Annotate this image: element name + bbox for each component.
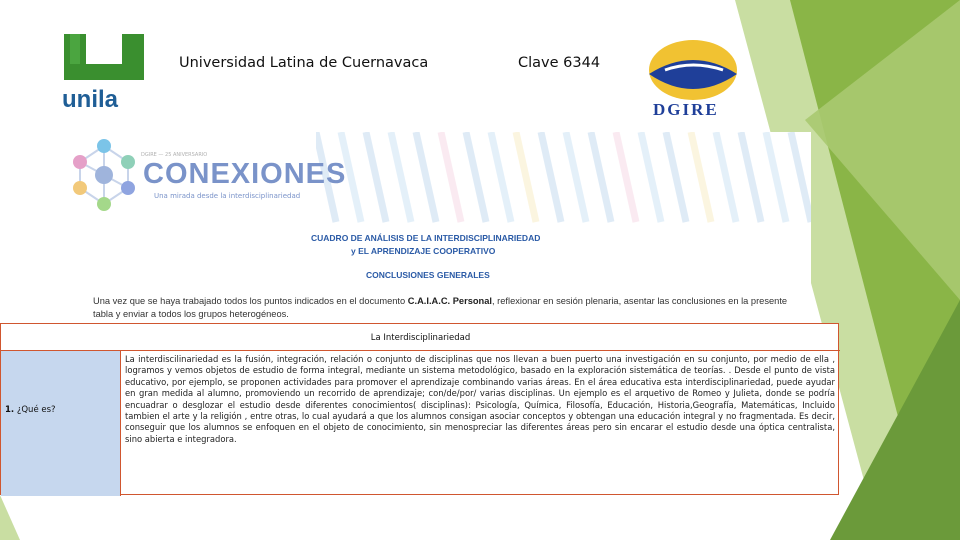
decorative-stripes: [316, 132, 811, 242]
instructions-document-name: C.A.I.A.C. Personal: [407, 296, 492, 306]
document-title-line1: CUADRO DE ANÁLISIS DE LA INTERDISCIPLINARIEDAD: [311, 233, 541, 243]
document-subtitle: CONCLUSIONES GENERALES: [366, 270, 490, 280]
instructions-prefix: Una vez que se haya trabajado todos los puntos indicados en el documento: [93, 296, 408, 306]
table-header: La Interdisciplinariedad: [370, 333, 471, 343]
analysis-table: [0, 323, 839, 495]
conexiones-logo-text: CONEXIONES: [143, 158, 347, 190]
instructions-suffix: , reflexionar en sesión plenaria, asentar las conclusiones en la presente tabla y enviar a todos los grupos heterogéneos.: [93, 296, 788, 319]
conexiones-molecule-icon: [68, 136, 140, 214]
conexiones-top-text: DGIRE — 25 ANIVERSARIO: [141, 152, 208, 158]
conexiones-subtitle: Una mirada desde la interdisciplinariedad: [154, 192, 301, 200]
question-label: [5, 405, 56, 415]
question-cell: [1, 350, 121, 496]
institution-name: Universidad Latina de Cuernavaca: [179, 55, 429, 71]
unila-logo: [58, 30, 148, 116]
document-instructions: [93, 295, 793, 320]
question-number: 1.: [5, 405, 15, 415]
answer-cell: [121, 350, 840, 496]
question-text: ¿Qué es?: [16, 405, 56, 415]
document-title-line2: y EL APRENDIZAJE COOPERATIVO: [351, 246, 496, 256]
unila-logo-text: unila: [62, 86, 119, 113]
clave-number: Clave 6344: [518, 55, 601, 71]
dgire-logo-text: DGIRE: [653, 100, 719, 119]
dgire-logo: [645, 26, 745, 121]
answer-text: La interdiscilinariedad es la fusión, integración, relación o conjunto de disciplinas que nos llevan a buen puerto una investigación en su conjunto, por medio de ella , logramos y vemos objetos de estudio de forma integral, mediante un sistema metodológico, basado en la exploración sistemática de teorías. . Desde el punto de vista educativo, por ejemplo, se proponen actividades para promover el aprendizaje combinando varias áreas. En el área educativa esta interdisciplinariedad, puede ayudar en gran medida al alumno, promoviendo un recorrido de aprendizaje; con/de/por/ varias disciplinas. Un ejemplo es el arquetivo de Romeo y Julieta, donde se podría encuadrar o desglozar el estudio desde diferentes conocimientos( disciplinas): Psicología, Química, Filosofía, Educación, Historia,Geografía, Matemáticas, Incluido tambien el arte y la religión , entre otras, lo cual ayudará a que los alumnos consigan asociar conceptos y obtengan una educación integral y no fragmentada. Es decir, conseguir que los alumnos se enfoquen en el objeto de conocimiento, sin menospreciar las diferentes áreas pero sin encarar el estudio desde una óptica centralista, sino abierta e integradora.: [125, 354, 835, 444]
document-panel: [66, 132, 811, 322]
